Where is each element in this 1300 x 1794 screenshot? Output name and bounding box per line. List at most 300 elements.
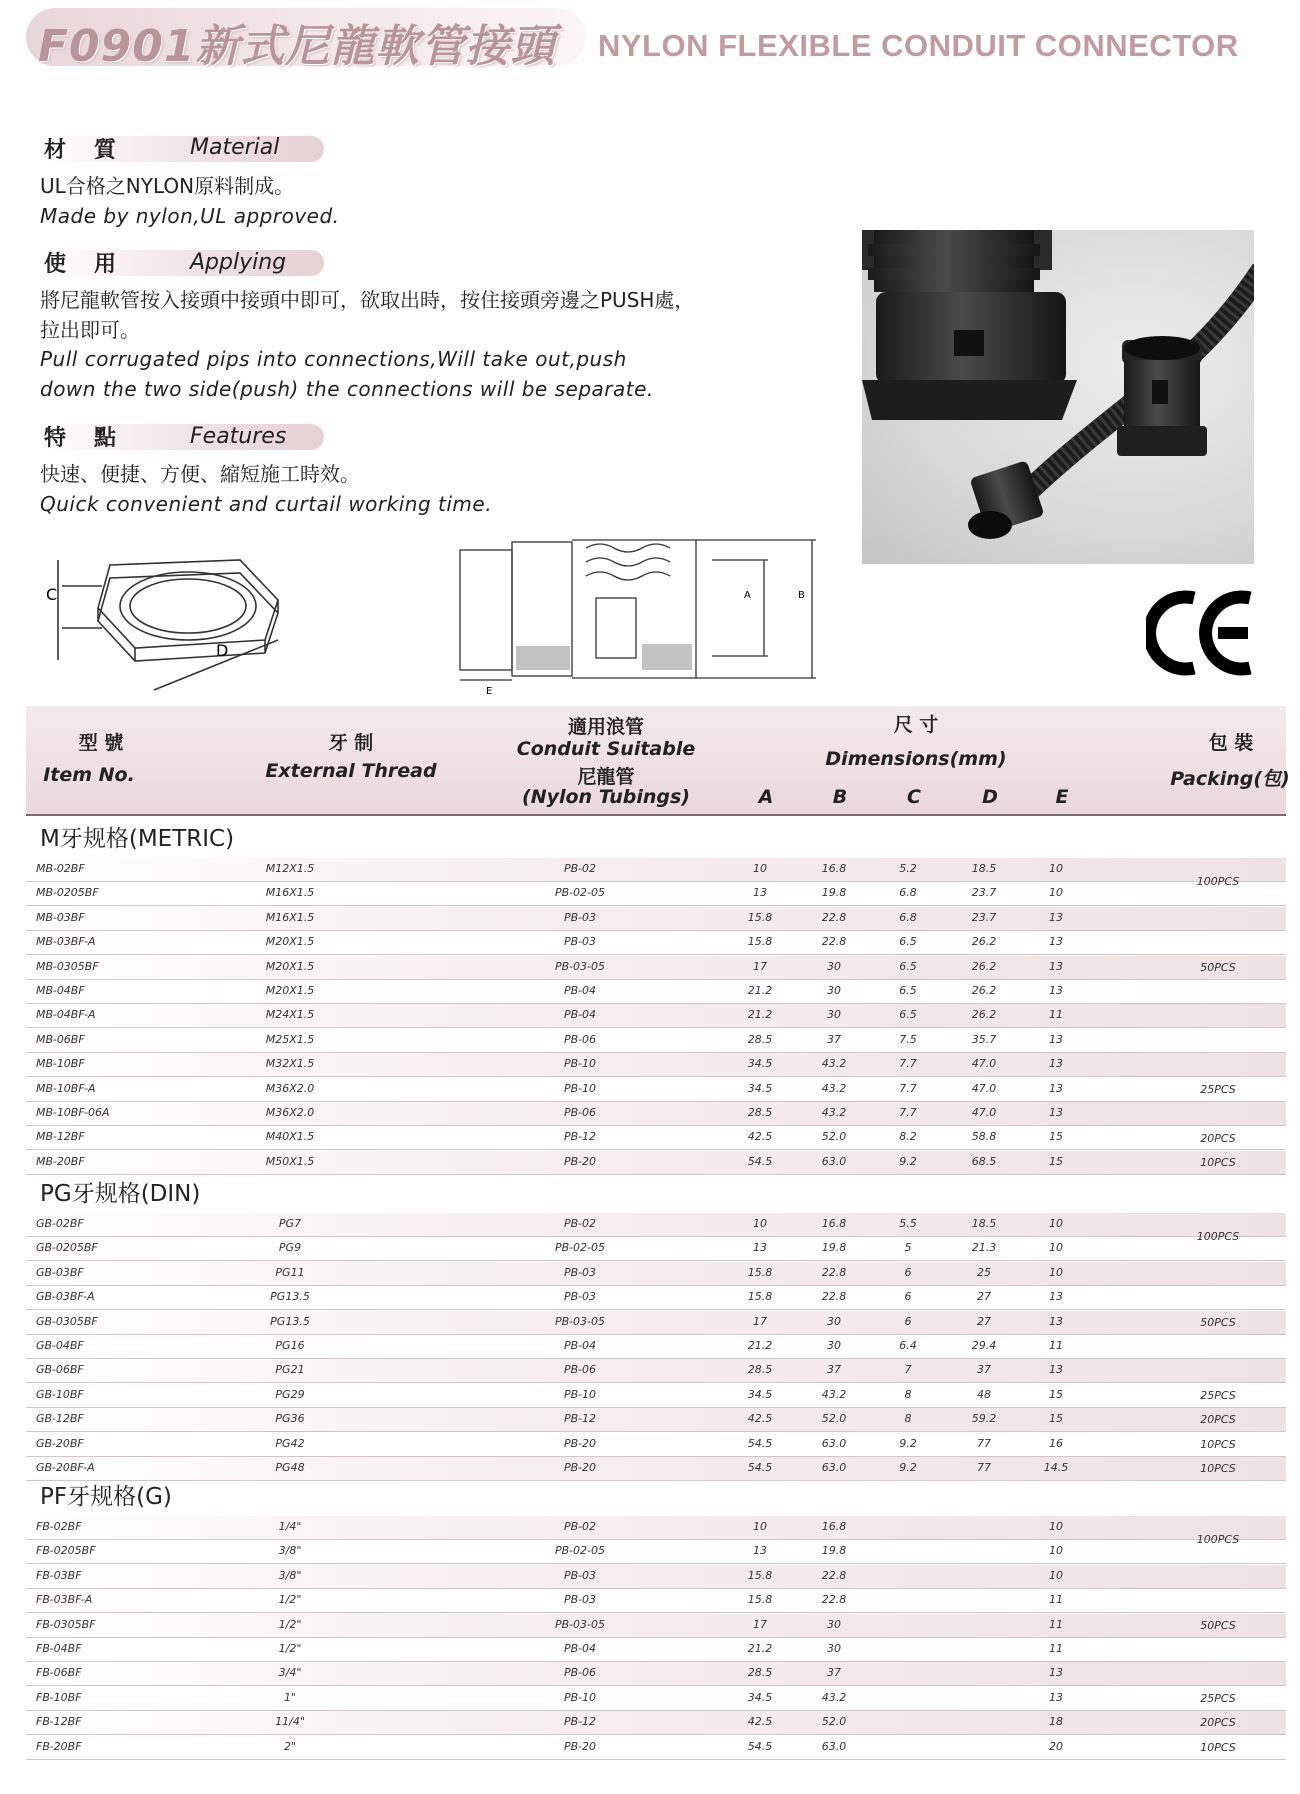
table-row bbox=[26, 882, 1286, 906]
table-cell: 6 bbox=[904, 1314, 912, 1328]
table-row bbox=[26, 1457, 1286, 1481]
table-cell: 6.8 bbox=[899, 886, 917, 900]
table-cell: 59.2 bbox=[971, 1412, 997, 1426]
header-dim-e: E bbox=[1055, 786, 1069, 808]
table-cell: 10 bbox=[1049, 886, 1063, 900]
table-cell: 3/8" bbox=[278, 1544, 302, 1558]
table-cell: PB-04 bbox=[564, 1339, 596, 1352]
table-cell: 16.8 bbox=[821, 1520, 847, 1533]
table-cell: 54.5 bbox=[747, 1436, 773, 1450]
table-cell: 13 bbox=[1049, 1363, 1063, 1377]
table-cell: 21.2 bbox=[747, 1642, 773, 1655]
table-cell: PB-02-05 bbox=[555, 1544, 605, 1558]
table-cell: PB-02 bbox=[564, 862, 596, 875]
table-cell: 15.8 bbox=[747, 1290, 773, 1304]
table-cell: 30 bbox=[827, 1339, 841, 1352]
table-cell: 1/2" bbox=[278, 1593, 302, 1607]
table-cell: 43.2 bbox=[821, 1106, 847, 1119]
table-cell: 13 bbox=[1049, 1081, 1063, 1095]
header-dim-b: B bbox=[832, 786, 848, 808]
table-cell: PG11 bbox=[275, 1265, 305, 1279]
table-cell: 28.5 bbox=[747, 1032, 773, 1046]
table-cell: 30 bbox=[827, 1642, 841, 1655]
header-dim-c: C bbox=[907, 786, 921, 808]
table-header bbox=[26, 706, 1290, 816]
table-cell: 6.4 bbox=[899, 1339, 917, 1352]
table-cell: 16.8 bbox=[821, 862, 847, 875]
table-cell: 1" bbox=[283, 1690, 297, 1704]
applying-text-cn-2: 拉出即可。 bbox=[40, 318, 140, 342]
table-cell: 47.0 bbox=[971, 1081, 997, 1095]
table-cell: PB-04 bbox=[564, 984, 596, 997]
table-cell: 30 bbox=[827, 959, 841, 973]
table-cell: 19.8 bbox=[821, 1544, 847, 1558]
table-cell: 11 bbox=[1049, 1617, 1063, 1631]
table-cell: 10 bbox=[1049, 1265, 1063, 1279]
table-cell: GB-03BF-A bbox=[36, 1290, 95, 1304]
features-text-cn: 快速、便捷、方便、縮短施工時效。 bbox=[40, 462, 360, 486]
table-cell: 19.8 bbox=[821, 886, 847, 900]
table-cell: 6 bbox=[904, 1290, 912, 1304]
table-row bbox=[26, 1433, 1286, 1457]
table-cell: 47.0 bbox=[971, 1057, 997, 1071]
table-cell: 6.5 bbox=[899, 1008, 917, 1022]
table-cell: 29.4 bbox=[971, 1339, 997, 1352]
table-cell: GB-0205BF bbox=[36, 1241, 98, 1255]
table-cell: 3/4" bbox=[278, 1666, 302, 1680]
table-cell: 10 bbox=[1049, 1544, 1063, 1558]
table-cell: GB-06BF bbox=[36, 1363, 84, 1377]
table-cell: 15.8 bbox=[747, 1593, 773, 1607]
table-cell: 6.5 bbox=[899, 984, 917, 997]
table-cell: 16 bbox=[1049, 1436, 1063, 1450]
table-cell: PG48 bbox=[275, 1461, 305, 1474]
header-conduit-en: Conduit Suitable bbox=[516, 738, 696, 760]
table-cell: M20X1.5 bbox=[265, 935, 315, 949]
applying-text-cn-1: 將尼龍軟管按入接頭中接頭中即可，欲取出時，按住接頭旁邊之PUSH處， bbox=[40, 288, 695, 312]
table-cell: PB-03 bbox=[564, 1265, 596, 1279]
header-item-en: Item No. bbox=[43, 764, 135, 786]
table-cell: PG7 bbox=[278, 1217, 302, 1230]
table-cell: 21.2 bbox=[747, 1339, 773, 1352]
title-chinese: F0901新式尼龍軟管接頭 bbox=[38, 21, 556, 72]
table-cell: 22.8 bbox=[821, 910, 847, 924]
table-cell: 3/8" bbox=[278, 1568, 302, 1582]
table-cell: 10 bbox=[1049, 1568, 1063, 1582]
table-cell: 13 bbox=[1049, 1666, 1063, 1680]
table-row bbox=[26, 1004, 1286, 1028]
table-cell: M16X1.5 bbox=[265, 886, 315, 900]
table-cell: 52.0 bbox=[821, 1412, 847, 1426]
group-label: PG牙规格(DIN) bbox=[40, 1181, 201, 1207]
table-cell: PB-06 bbox=[564, 1666, 596, 1680]
table-row bbox=[26, 1662, 1286, 1686]
table-cell: PB-03 bbox=[564, 1593, 596, 1607]
table-cell: 6.5 bbox=[899, 935, 917, 949]
table-row bbox=[26, 1262, 1286, 1286]
table-row bbox=[26, 1029, 1286, 1053]
table-cell: PB-20 bbox=[564, 1436, 596, 1450]
table-cell: M16X1.5 bbox=[265, 910, 315, 924]
table-cell: 30 bbox=[827, 1008, 841, 1022]
table-cell: 68.5 bbox=[971, 1154, 997, 1168]
table-cell: GB-10BF bbox=[36, 1387, 84, 1401]
table-cell: 13 bbox=[753, 1241, 767, 1255]
table-cell: 25 bbox=[977, 1265, 991, 1279]
table-cell: PB-06 bbox=[564, 1106, 596, 1119]
header-dim-d: D bbox=[982, 786, 998, 808]
header-item-cn: 型 號 bbox=[78, 732, 124, 754]
table-cell: FB-02BF bbox=[36, 1520, 82, 1533]
table-cell: 10 bbox=[1049, 862, 1063, 875]
packing-cell: 10PCS bbox=[1200, 1437, 1236, 1451]
table-cell: PB-20 bbox=[564, 1461, 596, 1474]
table-cell: 17 bbox=[753, 959, 767, 973]
table-cell: 13 bbox=[753, 1544, 767, 1558]
table-cell: 21.2 bbox=[747, 1008, 773, 1022]
table-cell: 1/2" bbox=[278, 1642, 302, 1655]
table-row bbox=[26, 1213, 1286, 1237]
table-cell: 42.5 bbox=[747, 1412, 773, 1426]
table-cell: MB-12BF bbox=[36, 1130, 85, 1144]
table-cell: 30 bbox=[827, 1314, 841, 1328]
table-cell: PB-02-05 bbox=[555, 886, 605, 900]
table-cell: 54.5 bbox=[747, 1461, 773, 1474]
table-cell: MB-03BF bbox=[36, 910, 85, 924]
table-cell: 28.5 bbox=[747, 1363, 773, 1377]
table-cell: PB-12 bbox=[564, 1130, 596, 1144]
table-cell: 63.0 bbox=[821, 1436, 847, 1450]
table-cell: PG36 bbox=[275, 1412, 305, 1426]
material-text-cn: UL合格之NYLON原料制成。 bbox=[40, 174, 295, 198]
table-cell: FB-0305BF bbox=[36, 1617, 96, 1631]
table-row bbox=[26, 980, 1286, 1004]
table-cell: 7 bbox=[904, 1363, 912, 1377]
table-row bbox=[26, 1126, 1286, 1150]
table-cell: FB-10BF bbox=[36, 1690, 82, 1704]
table-cell: PB-04 bbox=[564, 1008, 596, 1022]
table-cell: 13 bbox=[1049, 959, 1063, 973]
table-cell: FB-20BF bbox=[36, 1739, 82, 1753]
table-cell: MB-10BF-A bbox=[36, 1081, 96, 1095]
table-cell: 34.5 bbox=[747, 1057, 773, 1071]
table-cell: 43.2 bbox=[821, 1387, 847, 1401]
table-cell: MB-06BF bbox=[36, 1032, 85, 1046]
table-cell: 52.0 bbox=[821, 1715, 847, 1729]
table-cell: 27 bbox=[977, 1290, 991, 1304]
table-cell: PB-02 bbox=[564, 1520, 596, 1533]
table-cell: FB-12BF bbox=[36, 1715, 82, 1729]
packing-cell: 100PCS bbox=[1196, 1230, 1240, 1244]
table-cell: PB-06 bbox=[564, 1363, 596, 1377]
table-row bbox=[26, 1151, 1286, 1175]
table-cell: M40X1.5 bbox=[265, 1130, 315, 1144]
table-cell: 26.2 bbox=[971, 984, 997, 997]
table-row bbox=[26, 1711, 1286, 1735]
table-cell: PB-03 bbox=[564, 910, 596, 924]
table-cell: 14.5 bbox=[1043, 1461, 1069, 1474]
table-cell: 6.8 bbox=[899, 910, 917, 924]
table-row bbox=[26, 1565, 1286, 1589]
table-row bbox=[26, 1638, 1286, 1662]
table-cell: 15.8 bbox=[747, 910, 773, 924]
table-cell: 42.5 bbox=[747, 1130, 773, 1144]
table-row bbox=[26, 1335, 1286, 1359]
table-cell: 42.5 bbox=[747, 1715, 773, 1729]
table-cell: M32X1.5 bbox=[265, 1057, 315, 1071]
table-cell: PG42 bbox=[275, 1436, 305, 1450]
table-cell: 11/4" bbox=[275, 1715, 305, 1729]
drawing-label-c: C bbox=[46, 585, 58, 604]
table-cell: PB-10 bbox=[564, 1081, 596, 1095]
table-cell: 34.5 bbox=[747, 1690, 773, 1704]
table-cell: 28.5 bbox=[747, 1106, 773, 1119]
table-cell: 47.0 bbox=[971, 1106, 997, 1119]
features-heading-en: Features bbox=[190, 424, 287, 449]
title-english: NYLON FLEXIBLE CONDUIT CONNECTOR bbox=[598, 28, 1239, 63]
table-cell: GB-0305BF bbox=[36, 1314, 98, 1328]
table-cell: 6 bbox=[904, 1265, 912, 1279]
product-photo bbox=[862, 230, 1254, 564]
table-cell: PB-12 bbox=[564, 1715, 596, 1729]
connector-cross-section-drawing bbox=[456, 526, 828, 696]
table-cell: 8 bbox=[904, 1412, 912, 1426]
features-text-en: Quick convenient and curtail working time. bbox=[40, 492, 493, 516]
table-cell: 5 bbox=[904, 1241, 912, 1255]
table-cell: 7.5 bbox=[899, 1032, 917, 1046]
table-cell: 9.2 bbox=[899, 1436, 917, 1450]
table-cell: 34.5 bbox=[747, 1081, 773, 1095]
packing-cell: 25PCS bbox=[1200, 1389, 1236, 1402]
table-cell: M12X1.5 bbox=[265, 862, 315, 875]
table-cell: 10 bbox=[1049, 1241, 1063, 1255]
table-cell: 13 bbox=[1049, 1106, 1063, 1119]
table-row bbox=[26, 1687, 1286, 1711]
table-cell: 1/4" bbox=[278, 1520, 302, 1533]
table-cell: 23.7 bbox=[971, 886, 997, 900]
table-cell: 13 bbox=[1049, 984, 1063, 997]
table-cell: 58.8 bbox=[971, 1130, 997, 1144]
table-cell: 63.0 bbox=[821, 1154, 847, 1168]
material-text-en: Made by nylon,UL approved. bbox=[40, 204, 340, 228]
table-cell: MB-10BF-06A bbox=[36, 1106, 110, 1119]
table-cell: 21.2 bbox=[747, 984, 773, 997]
packing-cell: 20PCS bbox=[1200, 1413, 1236, 1427]
table-cell: 17 bbox=[753, 1617, 767, 1631]
table-cell: 15.8 bbox=[747, 1568, 773, 1582]
table-cell: 13 bbox=[1049, 1314, 1063, 1328]
table-cell: PB-20 bbox=[564, 1739, 596, 1753]
table-cell: 7.7 bbox=[899, 1081, 917, 1095]
drawing-label-e: E bbox=[486, 686, 493, 696]
table-cell: 34.5 bbox=[747, 1387, 773, 1401]
ce-mark-icon bbox=[1146, 588, 1258, 682]
table-cell: 11 bbox=[1049, 1339, 1063, 1352]
table-cell: 43.2 bbox=[821, 1081, 847, 1095]
table-cell: 7.7 bbox=[899, 1106, 917, 1119]
header-thread-cn: 牙 制 bbox=[328, 732, 374, 754]
table-row bbox=[26, 1516, 1286, 1540]
table-row bbox=[26, 907, 1286, 931]
table-cell: 22.8 bbox=[821, 1568, 847, 1582]
table-cell: FB-03BF-A bbox=[36, 1593, 93, 1607]
table-cell: 11 bbox=[1049, 1642, 1063, 1655]
packing-cell: 10PCS bbox=[1200, 1462, 1236, 1476]
locknut-drawing bbox=[40, 530, 290, 700]
table-row bbox=[26, 1053, 1286, 1077]
table-cell: 9.2 bbox=[899, 1461, 917, 1474]
table-row bbox=[26, 1736, 1286, 1760]
table-cell: 30 bbox=[827, 1617, 841, 1631]
table-row bbox=[26, 1078, 1286, 1102]
table-cell: FB-04BF bbox=[36, 1642, 82, 1655]
table-row bbox=[26, 956, 1286, 980]
table-cell: M50X1.5 bbox=[265, 1154, 315, 1168]
table-cell: 8 bbox=[904, 1387, 912, 1401]
table-cell: PB-02-05 bbox=[555, 1241, 605, 1255]
table-cell: 18 bbox=[1049, 1715, 1063, 1729]
header-dims-en: Dimensions(mm) bbox=[825, 748, 1007, 770]
applying-heading-en: Applying bbox=[190, 250, 287, 275]
table-cell: 26.2 bbox=[971, 1008, 997, 1022]
packing-cell: 25PCS bbox=[1200, 1692, 1236, 1705]
packing-cell: 20PCS bbox=[1200, 1131, 1236, 1145]
group-label: M牙规格(METRIC) bbox=[40, 826, 235, 852]
header-conduit-cn-2: 尼龍管 bbox=[577, 766, 635, 788]
table-cell: PB-03 bbox=[564, 1568, 596, 1582]
applying-text-en-1: Pull corrugated pips into connections,Will take out,push bbox=[40, 347, 627, 371]
packing-cell: 25PCS bbox=[1200, 1082, 1236, 1096]
drawing-label-d: D bbox=[216, 641, 229, 660]
table-cell: PB-12 bbox=[564, 1412, 596, 1426]
table-cell: 22.8 bbox=[821, 935, 847, 949]
table-cell: 10 bbox=[753, 1520, 767, 1533]
table-cell: 9.2 bbox=[899, 1154, 917, 1168]
header-dims-cn: 尺 寸 bbox=[893, 714, 939, 736]
table-cell: 13 bbox=[1049, 1057, 1063, 1071]
packing-cell: 50PCS bbox=[1200, 960, 1236, 974]
table-cell: 18.5 bbox=[971, 862, 997, 875]
table-cell: 13 bbox=[1049, 1690, 1063, 1704]
table-cell: 43.2 bbox=[821, 1057, 847, 1071]
table-cell: 15 bbox=[1049, 1387, 1063, 1401]
table-cell: 22.8 bbox=[821, 1290, 847, 1304]
table-cell: PG13.5 bbox=[270, 1290, 310, 1304]
table-cell: 11 bbox=[1049, 1593, 1063, 1607]
table-cell: 22.8 bbox=[821, 1593, 847, 1607]
table-cell: GB-20BF-A bbox=[36, 1461, 95, 1474]
table-cell: 77 bbox=[977, 1461, 991, 1474]
table-cell: 2" bbox=[283, 1739, 297, 1753]
header-conduit-cn: 適用浪管 bbox=[567, 716, 644, 738]
table-cell: 22.8 bbox=[821, 1265, 847, 1279]
table-cell: MB-04BF-A bbox=[36, 1008, 96, 1022]
table-cell: M20X1.5 bbox=[265, 959, 315, 973]
table-cell: 13 bbox=[1049, 1290, 1063, 1304]
table-cell: M36X2.0 bbox=[265, 1081, 315, 1095]
table-cell: FB-03BF bbox=[36, 1568, 82, 1582]
table-cell: FB-06BF bbox=[36, 1666, 82, 1680]
header-thread-en: External Thread bbox=[265, 760, 437, 782]
table-cell: 37 bbox=[827, 1666, 841, 1680]
group-label: PF牙规格(G) bbox=[40, 1484, 172, 1510]
applying-text-en-2: down the two side(push) the connections will be separate. bbox=[40, 377, 654, 401]
table-cell: PB-10 bbox=[564, 1387, 596, 1401]
header-packing-en: Packing(包) bbox=[1170, 768, 1290, 790]
table-cell: 48 bbox=[977, 1387, 991, 1401]
table-cell: 13 bbox=[753, 886, 767, 900]
table-cell: M25X1.5 bbox=[265, 1032, 315, 1046]
table-cell: PG29 bbox=[275, 1387, 305, 1401]
header-packing-cn: 包 裝 bbox=[1208, 732, 1254, 754]
table-cell: 63.0 bbox=[821, 1461, 847, 1474]
table-cell: FB-0205BF bbox=[36, 1544, 96, 1558]
table-cell: 16.8 bbox=[821, 1217, 847, 1230]
table-cell: M36X2.0 bbox=[265, 1106, 315, 1119]
table-cell: MB-03BF-A bbox=[36, 935, 96, 949]
table-cell: M24X1.5 bbox=[265, 1008, 315, 1022]
table-row bbox=[26, 1237, 1286, 1261]
table-cell: PB-06 bbox=[564, 1032, 596, 1046]
table-cell: PB-03-05 bbox=[555, 1617, 605, 1631]
table-cell: 15 bbox=[1049, 1154, 1063, 1168]
table-cell: PG9 bbox=[278, 1241, 302, 1255]
table-row bbox=[26, 1540, 1286, 1564]
table-cell: 11 bbox=[1049, 1008, 1063, 1022]
table-cell: 37 bbox=[977, 1363, 991, 1377]
table-cell: 26.2 bbox=[971, 935, 997, 949]
table-cell: PG21 bbox=[275, 1363, 305, 1377]
table-cell: GB-03BF bbox=[36, 1265, 84, 1279]
table-cell: 19.8 bbox=[821, 1241, 847, 1255]
table-cell: PB-03-05 bbox=[555, 959, 605, 973]
table-cell: 37 bbox=[827, 1032, 841, 1046]
table-row bbox=[26, 1589, 1286, 1613]
header-conduit-en-2: (Nylon Tubings) bbox=[522, 786, 690, 808]
table-cell: 54.5 bbox=[747, 1154, 773, 1168]
table-cell: 15 bbox=[1049, 1130, 1063, 1144]
table-cell: MB-20BF bbox=[36, 1154, 85, 1168]
table-row bbox=[26, 1614, 1286, 1638]
table-cell: 6.5 bbox=[899, 959, 917, 973]
table-row bbox=[26, 1311, 1286, 1335]
packing-cell: 100PCS bbox=[1196, 875, 1240, 889]
table-cell: 37 bbox=[827, 1363, 841, 1377]
table-cell: 52.0 bbox=[821, 1130, 847, 1144]
table-cell: 10 bbox=[1049, 1520, 1063, 1533]
table-cell: PB-10 bbox=[564, 1690, 596, 1704]
table-cell: MB-04BF bbox=[36, 984, 85, 997]
table-cell: GB-04BF bbox=[36, 1339, 84, 1352]
table-row bbox=[26, 1102, 1286, 1126]
table-cell: 13 bbox=[1049, 1032, 1063, 1046]
table-cell: 30 bbox=[827, 984, 841, 997]
table-cell: 28.5 bbox=[747, 1666, 773, 1680]
table-cell: 10 bbox=[753, 1217, 767, 1230]
table-cell: 26.2 bbox=[971, 959, 997, 973]
table-cell: 17 bbox=[753, 1314, 767, 1328]
packing-cell: 100PCS bbox=[1196, 1533, 1240, 1547]
table-cell: 10 bbox=[753, 862, 767, 875]
table-cell: 63.0 bbox=[821, 1739, 847, 1753]
material-heading-cn: 材質 bbox=[44, 138, 145, 163]
table-cell: 1/2" bbox=[278, 1617, 302, 1631]
table-cell: 18.5 bbox=[971, 1217, 997, 1230]
table-cell: PG13.5 bbox=[270, 1314, 310, 1328]
table-cell: GB-02BF bbox=[36, 1217, 84, 1230]
table-cell: MB-10BF bbox=[36, 1057, 85, 1071]
table-cell: MB-0205BF bbox=[36, 886, 99, 900]
